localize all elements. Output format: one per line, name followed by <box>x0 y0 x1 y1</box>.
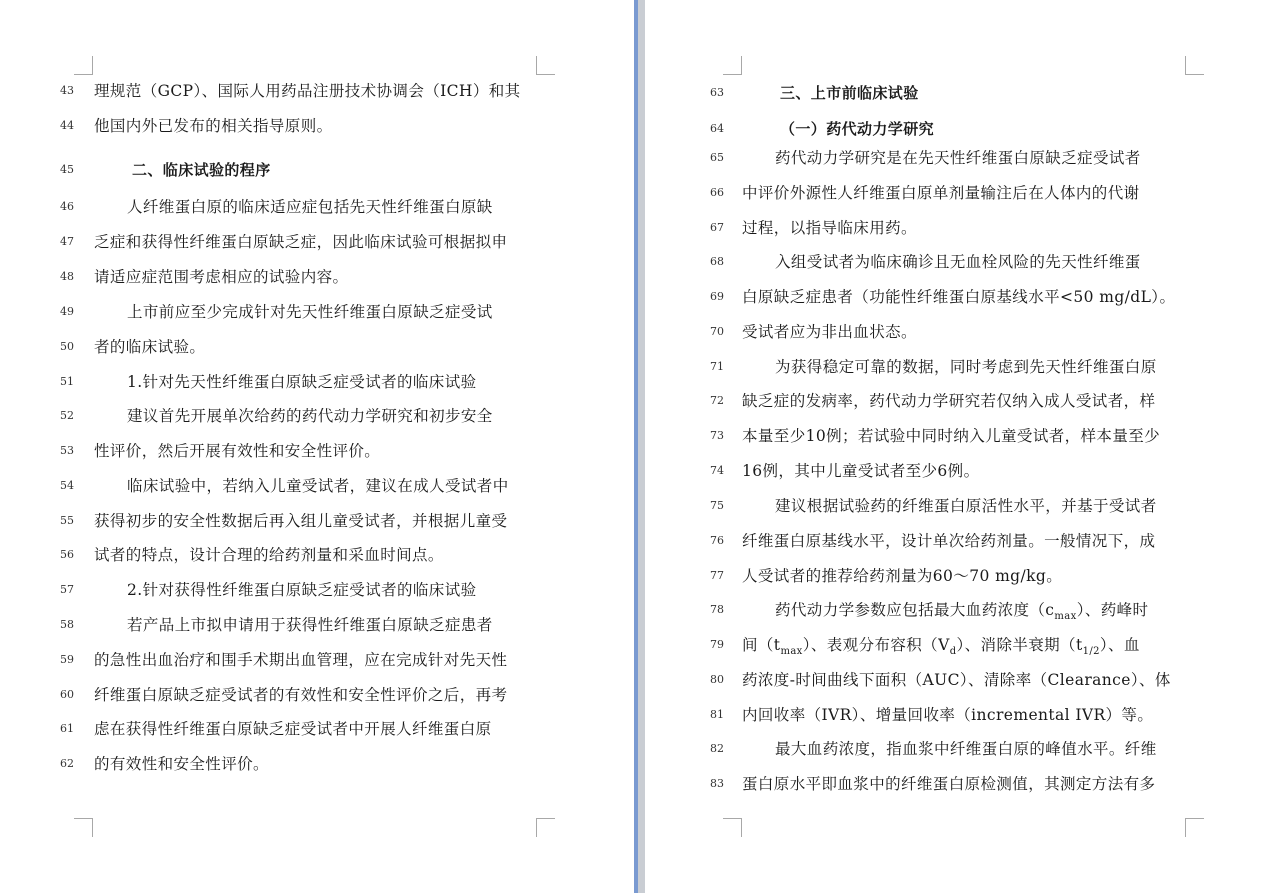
line-number: 73 <box>710 429 724 442</box>
line-text: 他国内外已发布的相关指导原则。 <box>94 117 333 135</box>
line-text: 为获得稳定可靠的数据，同时考虑到先天性纤维蛋白原 <box>775 358 1157 376</box>
line-text: 药代动力学研究是在先天性纤维蛋白原缺乏症受试者 <box>775 149 1141 167</box>
text-fragment: ）、表观分布容积（V <box>802 636 950 654</box>
text-fragment: ）、血 <box>1099 636 1140 654</box>
line-number: 75 <box>710 499 724 512</box>
line-text: 临床试验中，若纳入儿童受试者，建议在成人受试者中 <box>127 477 509 495</box>
line-number: 82 <box>710 742 724 755</box>
line-text: 16例，其中儿童受试者至少6例。 <box>742 462 980 480</box>
line-text: 中评价外源性人纤维蛋白原单剂量输注后在人体内的代谢 <box>742 184 1140 202</box>
line-text: 上市前应至少完成针对先天性纤维蛋白原缺乏症受试 <box>127 303 493 321</box>
document-page-left <box>0 0 634 893</box>
line-number: 66 <box>710 186 724 199</box>
line-number: 63 <box>710 86 724 99</box>
line-number: 65 <box>710 151 724 164</box>
line-number: 53 <box>60 444 74 457</box>
line-number: 58 <box>60 618 74 631</box>
crop-mark-top-left <box>723 56 742 75</box>
line-text: 试者的特点，设计合理的给药剂量和采血时间点。 <box>94 546 444 564</box>
line-number: 64 <box>710 122 724 135</box>
line-number: 69 <box>710 290 724 303</box>
subscript: d <box>949 646 957 658</box>
line-number: 78 <box>710 603 724 616</box>
line-text: 本量至少10例；若试验中同时纳入儿童受试者，样本量至少 <box>742 427 1161 445</box>
line-number: 56 <box>60 548 74 561</box>
line-text: 乏症和获得性纤维蛋白原缺乏症，因此临床试验可根据拟申 <box>94 233 508 251</box>
page-gap-divider <box>634 0 645 893</box>
line-number: 68 <box>710 255 724 268</box>
line-number: 74 <box>710 464 724 477</box>
line-text: 2.针对获得性纤维蛋白原缺乏症受试者的临床试验 <box>127 581 477 599</box>
line-number: 71 <box>710 360 724 373</box>
document-page-right <box>645 0 1281 893</box>
line-number: 70 <box>710 325 724 338</box>
line-text: 蛋白原水平即血浆中的纤维蛋白原检测值，其测定方法有多 <box>742 775 1156 793</box>
line-text: 人受试者的推荐给药剂量为60～70 mg/kg。 <box>742 567 1063 585</box>
line-number: 47 <box>60 235 74 248</box>
text-fragment: ）、药峰时 <box>1076 601 1149 619</box>
line-text: 建议首先开展单次给药的药代动力学研究和初步安全 <box>127 407 493 425</box>
crop-mark-bottom-left <box>74 818 93 837</box>
line-text: 获得初步的安全性数据后再入组儿童受试者，并根据儿童受 <box>94 512 508 530</box>
subsection-heading: （一）药代动力学研究 <box>780 120 935 138</box>
line-number: 54 <box>60 479 74 492</box>
line-number: 44 <box>60 119 74 132</box>
line-number: 55 <box>60 514 74 527</box>
section-heading: 三、上市前临床试验 <box>780 84 919 102</box>
line-text: 过程，以指导临床用药。 <box>742 219 917 237</box>
line-text: 性评价，然后开展有效性和安全性评价。 <box>94 442 381 460</box>
line-text: 建议根据试验药的纤维蛋白原活性水平，并基于受试者 <box>775 497 1157 515</box>
line-number: 60 <box>60 688 74 701</box>
crop-mark-bottom-left <box>723 818 742 837</box>
line-text: 的急性出血治疗和围手术期出血管理，应在完成针对先天性 <box>94 651 508 669</box>
subscript: 1/2 <box>1082 646 1100 658</box>
line-text: 理规范（GCP）、国际人用药品注册技术协调会（ICH）和其 <box>94 82 521 100</box>
line-text: 受试者应为非出血状态。 <box>742 323 917 341</box>
line-number: 46 <box>60 200 74 213</box>
text-fragment: ）、消除半衰期（t <box>956 636 1083 654</box>
line-text: 人纤维蛋白原的临床适应症包括先天性纤维蛋白原缺 <box>127 198 493 216</box>
section-heading: 二、临床试验的程序 <box>132 161 271 179</box>
line-text: 纤维蛋白原基线水平，设计单次给药剂量。一般情况下，成 <box>742 532 1156 550</box>
line-number: 72 <box>710 394 724 407</box>
divider-accent <box>634 0 638 893</box>
crop-mark-top-left <box>74 56 93 75</box>
line-text: 纤维蛋白原缺乏症受试者的有效性和安全性评价之后，再考 <box>94 686 508 704</box>
line-text: 内回收率（IVR）、增量回收率（incremental IVR）等。 <box>742 706 1154 724</box>
line-number: 50 <box>60 340 74 353</box>
line-text: 最大血药浓度，指血浆中纤维蛋白原的峰值水平。纤维 <box>775 740 1157 758</box>
line-text: 药浓度-时间曲线下面积（AUC）、清除率（Clearance）、体 <box>742 671 1171 689</box>
line-number: 59 <box>60 653 74 666</box>
line-number: 79 <box>710 638 724 651</box>
line-text: 缺乏症的发病率，药代动力学研究若仅纳入成人受试者，样 <box>742 392 1156 410</box>
line-text: 白原缺乏症患者（功能性纤维蛋白原基线水平<50 mg/dL）。 <box>742 288 1176 306</box>
crop-mark-top-right <box>536 56 555 75</box>
line-text: 虑在获得性纤维蛋白原缺乏症受试者中开展人纤维蛋白原 <box>94 720 492 738</box>
crop-mark-bottom-right <box>536 818 555 837</box>
crop-mark-bottom-right <box>1185 818 1204 837</box>
line-number: 76 <box>710 534 724 547</box>
line-text: 的有效性和安全性评价。 <box>94 755 269 773</box>
line-text: 若产品上市拟申请用于获得性纤维蛋白原缺乏症患者 <box>127 616 493 634</box>
line-number: 67 <box>710 221 724 234</box>
line-number: 62 <box>60 757 74 770</box>
line-number: 83 <box>710 777 724 790</box>
line-number: 51 <box>60 375 74 388</box>
line-text: 者的临床试验。 <box>94 338 206 356</box>
line-number: 43 <box>60 84 74 97</box>
line-number: 57 <box>60 583 74 596</box>
subscript: max <box>1054 611 1077 623</box>
line-number: 81 <box>710 708 724 721</box>
line-number: 52 <box>60 409 74 422</box>
line-number: 48 <box>60 270 74 283</box>
subscript: max <box>780 646 803 658</box>
crop-mark-top-right <box>1185 56 1204 75</box>
text-fragment: 药代动力学参数应包括最大血药浓度（c <box>775 601 1055 619</box>
line-number: 61 <box>60 722 74 735</box>
line-text: 1.针对先天性纤维蛋白原缺乏症受试者的临床试验 <box>127 373 477 391</box>
line-number: 80 <box>710 673 724 686</box>
line-number: 49 <box>60 305 74 318</box>
line-number: 45 <box>60 163 74 176</box>
text-fragment: 间（t <box>742 636 781 654</box>
line-text <box>742 630 1140 660</box>
line-number: 77 <box>710 569 724 582</box>
line-text: 入组受试者为临床确诊且无血栓风险的先天性纤维蛋 <box>775 253 1141 271</box>
line-text: 请适应症范围考虑相应的试验内容。 <box>94 268 349 286</box>
line-text <box>742 595 1148 625</box>
